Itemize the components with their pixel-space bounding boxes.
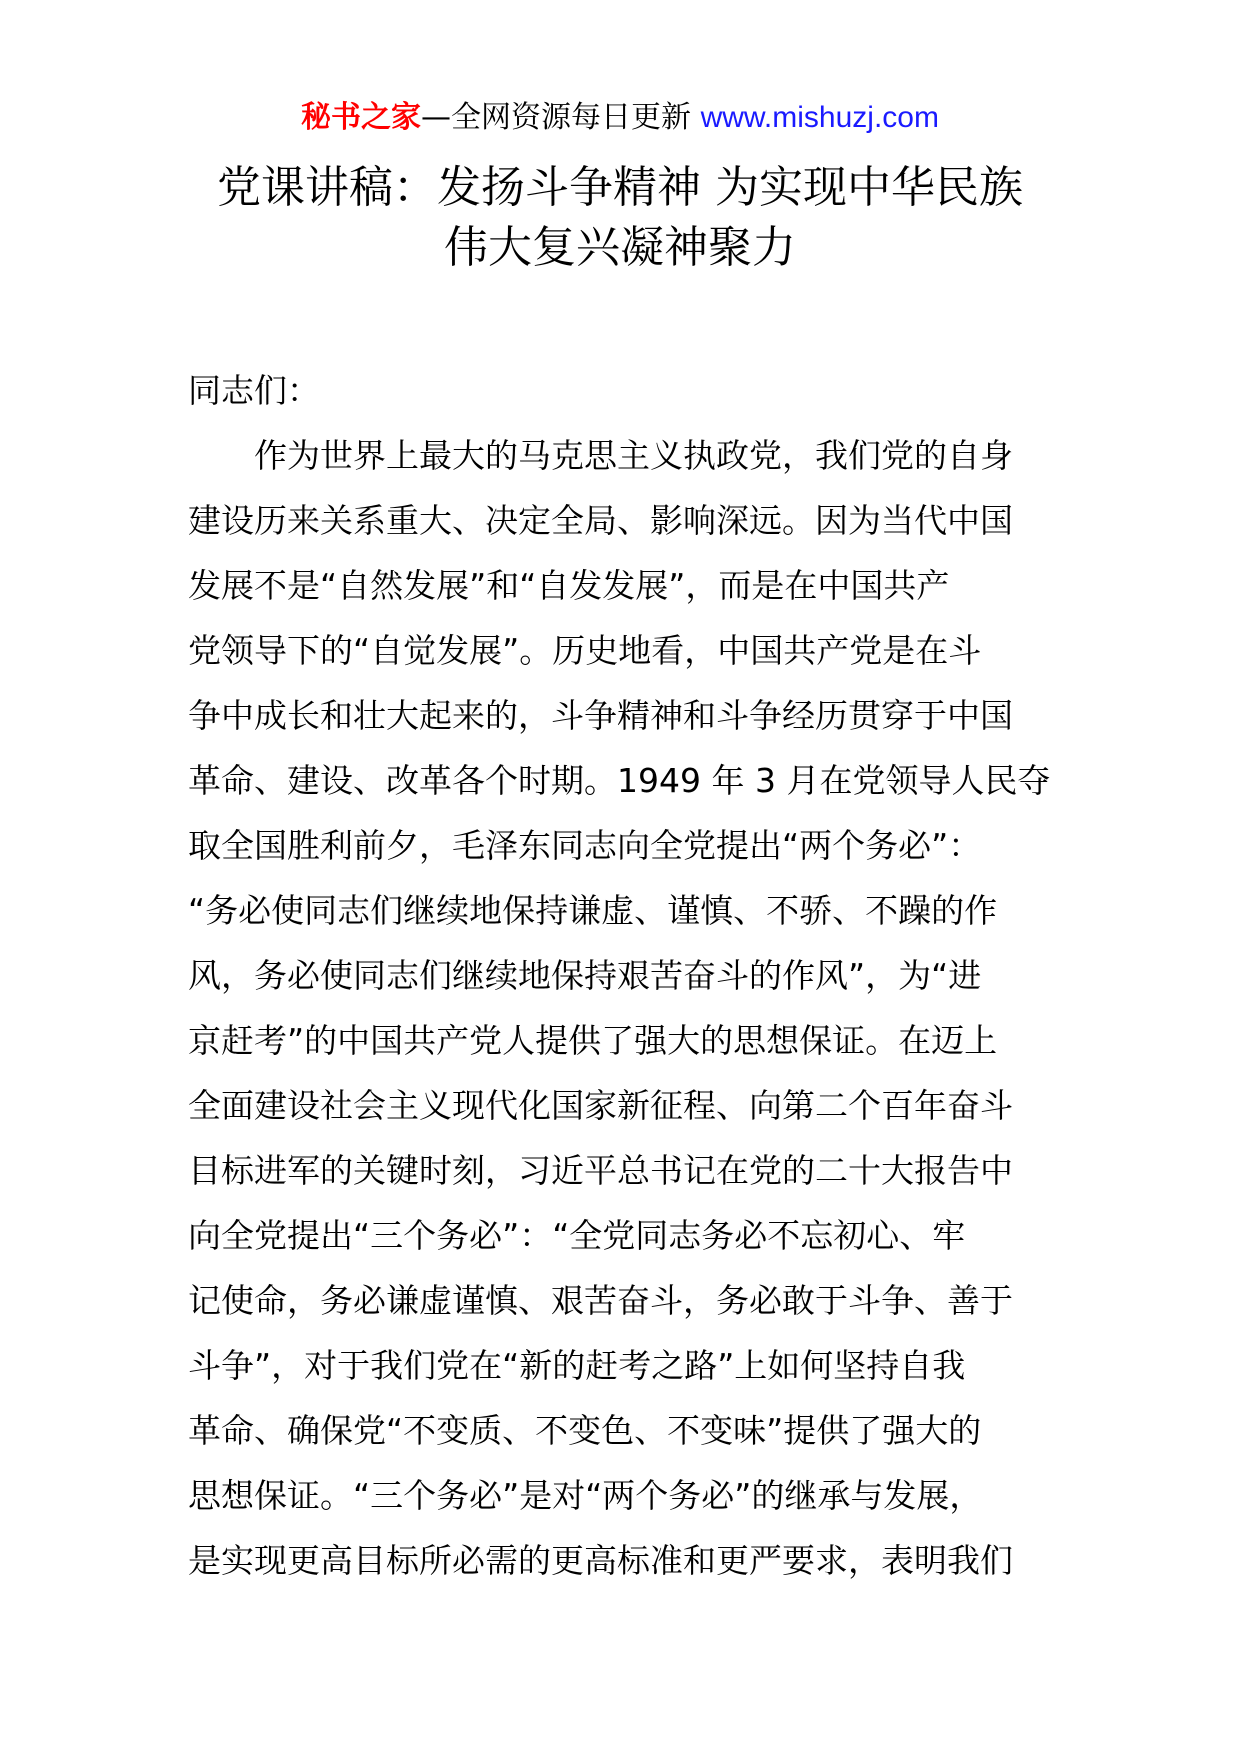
body-line: 党领导下的“自觉发展”。历史地看，中国共产党是在斗 bbox=[188, 631, 982, 670]
body-line: 目标进军的关键时刻，习近平总书记在党的二十大报告中 bbox=[188, 1151, 1013, 1190]
body-line: 建设历来关系重大、决定全局、影响深远。因为当代中国 bbox=[188, 501, 1013, 540]
document-title bbox=[0, 158, 1240, 278]
salutation: 同志们： bbox=[188, 371, 320, 410]
body-line: 全面建设社会主义现代化国家新征程、向第二个百年奋斗 bbox=[188, 1086, 1013, 1125]
body-line: 发展不是“自然发展”和“自发发展”，而是在中国共产 bbox=[188, 566, 950, 605]
site-header bbox=[0, 98, 1240, 138]
body-line: 风，务必使同志们继续地保持艰苦奋斗的作风”，为“进 bbox=[188, 956, 982, 995]
body-line: 取全国胜利前夕，毛泽东同志向全党提出“两个务必”： bbox=[188, 826, 982, 865]
site-url-link[interactable]: www.mishuzj.com bbox=[700, 101, 939, 134]
body-line: 记使命，务必谦虚谨慎、艰苦奋斗，务必敢于斗争、善于 bbox=[188, 1281, 1013, 1320]
body-line: 争中成长和壮大起来的，斗争精神和斗争经历贯穿于中国 bbox=[188, 696, 1013, 735]
document-body bbox=[188, 358, 1068, 1593]
title-line-1: 党课讲稿：发扬斗争精神 为实现中华民族 bbox=[217, 162, 1023, 213]
body-line: 作为世界上最大的马克思主义执政党，我们党的自身 bbox=[188, 436, 1013, 475]
body-line: 斗争”，对于我们党在“新的赶考之路”上如何坚持自我 bbox=[188, 1346, 966, 1385]
body-line: 革命、建设、改革各个时期。1949 年 3 月在党领导人民夺 bbox=[188, 761, 1051, 800]
body-line: 是实现更高目标所必需的更高标准和更严要求，表明我们 bbox=[188, 1541, 1013, 1580]
body-line: 向全党提出“三个务必”：“全党同志务必不忘初心、牢 bbox=[188, 1216, 966, 1255]
body-line: 京赶考”的中国共产党人提供了强大的思想保证。在迈上 bbox=[188, 1021, 998, 1060]
body-line: “务必使同志们继续地保持谦虚、谨慎、不骄、不躁的作 bbox=[188, 891, 998, 930]
body-line: 思想保证。“三个务必”是对“两个务必”的继承与发展， bbox=[188, 1476, 983, 1515]
title-line-2: 伟大复兴凝神聚力 bbox=[444, 222, 796, 273]
header-tagline: —全网资源每日更新 bbox=[421, 100, 701, 135]
brand-name: 秘书之家 bbox=[301, 100, 422, 135]
body-line: 革命、确保党“不变质、不变色、不变味”提供了强大的 bbox=[188, 1411, 982, 1450]
